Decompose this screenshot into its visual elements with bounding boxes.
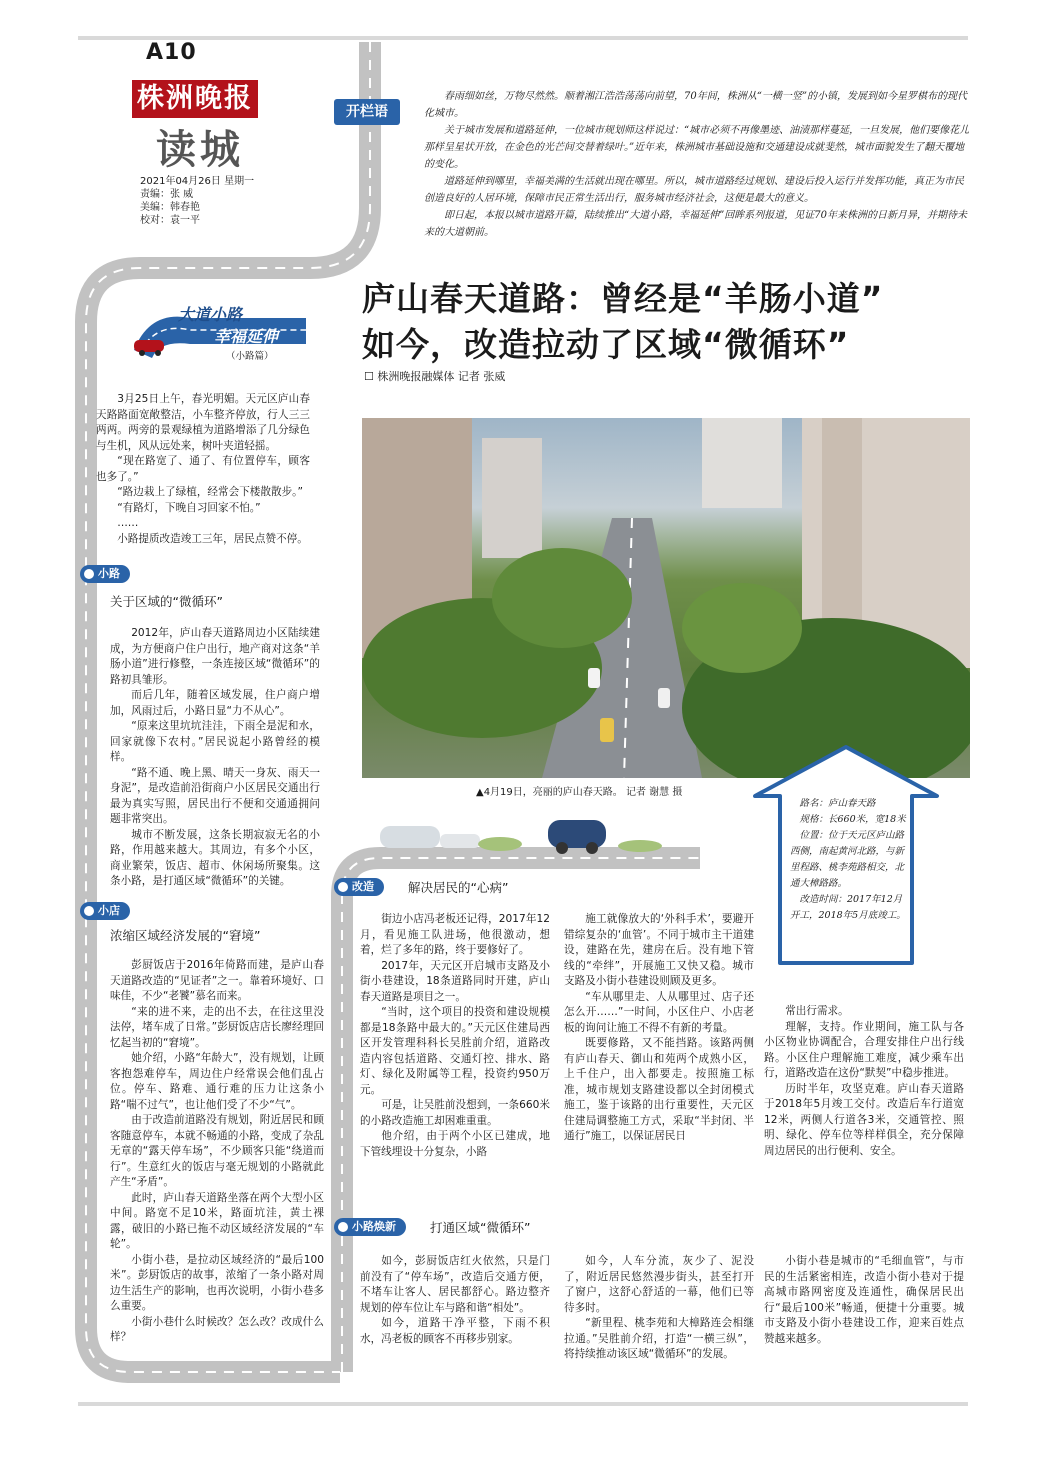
section3-paragraph: “车从哪里走、人从哪里过、店子还怎么开……”一时间，小区住户、小店老板的询问让施工不得不有新的考量。 [564,990,754,1034]
badge-sub: （小路篇） [226,351,274,362]
badge-line1: 大道小路 [178,305,243,324]
section1-paragraph: “原来这里坑坑洼洼，下雨全是泥和水，回家就像下农村。”居民说起小路曾经的模样。 [110,720,320,763]
headline-line1: 庐山春天道路：曾经是“羊肠小道” [362,279,884,318]
lead-paragraph: 小路提质改造竣工三年，居民点赞不停。 [117,532,308,545]
section3-col3 [764,1004,964,1159]
lead-paragraph: “现在路宽了、通了、有位置停车，顾客也多了。” [96,455,310,483]
section4-paragraph: “新里程、桃李苑和大樟路连会相继拉通。”吴胜前介绍，打造“一横三纵”，将持续推动该区域“微循环”的发展。 [564,1317,754,1360]
proofreader-credit: 校对：袁一平 [140,215,200,226]
lead-paragraph: “有路灯，下晚自习回家不怕。” [117,501,261,514]
section-tag-gaizao: 改造 [334,878,384,896]
section1-subtitle: 关于区域的“微循环” [110,594,223,609]
section3-paragraph: 既要修路，又不能挡路。该路两侧有庐山春天、御山和苑两个成熟小区，上千住户，出入都要走。按照施工标准，城市规划支路建设都以全封闭模式施工，鉴于该路的出行重要性，天元区住建局调整施工方式，采取“半封闭、半通行”施工，以保证居民日 [564,1037,754,1142]
section3-paragraph: 2017年，天元区开启城市支路及小街小巷建设，18条道路同时开建，庐山春天道路是项目之一。 [360,959,550,1003]
intro-paragraph: 关于城市发展和道路延伸，一位城市规划师这样说过：“城市必须不再像墨迹、油渍那样蔓延，一旦发展，他们要像花儿那样呈星状开放，在金色的光芒间交替着绿叶。”近年来，株洲城市基础设施和交通建设成就斐然，城市面貌发生了翻天覆地的变化。 [424,125,970,170]
lead-paragraph: “路边栽上了绿植，经常会下楼散散步。” [117,486,303,498]
section2-subtitle: 浓缩区域经济发展的“窘境” [110,928,261,943]
headline-line2: 如今，改造拉动了区域“微循环” [362,325,850,364]
section4-paragraph: 如今，道路干净平整，下雨不积水，冯老板的顾客不再移步别家。 [360,1317,550,1345]
fact-line: 路名：庐山春天路 [799,798,876,809]
headline [362,276,974,368]
section3-col1 [360,912,550,1160]
section4-subtitle: 打通区域“微循环” [430,1220,531,1235]
designer-credit: 美编：韩春艳 [140,202,200,213]
section4-paragraph: 如今，彭厨饭店红火依然，只是门前没有了“停车场”，改造后交通方便，不堵车让客人、居民都舒心。路边整齐规划的停车位让车与路和谐“相处”。 [360,1255,550,1314]
section-tag-xiaolu: 小路 [80,565,130,583]
section2-paragraph: 她介绍，小路“年龄大”，没有规划，让顾客抱怨难停车，周边住户经常误会他们乱占位。停车、路难、通行难的压力让这条小路“喘不过气”，也让他们受了不少“气”。 [110,1052,324,1111]
section2-paragraph: 彭厨饭店于2016年倚路而建，是庐山春天道路改造的“见证者”之一。靠着环境好、口味佳，不少“老饕”慕名而来。 [110,959,324,1002]
section3-paragraph: 可是，让吴胜前没想到，一条660米的小路改造施工却困难重重。 [360,1099,550,1127]
badge-line2: 幸福延伸 [214,327,279,346]
edition-meta [140,175,254,227]
section2-paragraph: 此时，庐山春天道路坐落在两个大型小区中间。路宽不足10米，路面坑洼，黄土裸露，破旧的小路已拖不动区域经济发展的“车轮”。 [110,1191,324,1250]
section-title: 读城 [156,126,244,173]
section2-paragraph: 由于改造前道路没有规划，附近居民和顾客随意停车，本就不畅通的小路，变成了杂乱无章的“露天停车场”，不少顾客只能“绕道而行”。生意红火的饭店与毫无规划的小路就此产生“矛盾”。 [110,1114,324,1188]
series-badge [130,300,310,362]
section4-col3 [764,1254,964,1347]
section1-paragraph: 城市不断发展，这条长期寂寂无名的小路，作用越来越大。其周边，有多个小区，商业繁荣，饭店、超市、休闲场所聚集。这条小路，是打通区域“微循环”的关键。 [110,828,320,887]
section3-paragraph: 施工就像放大的‘外科手术’，要避开错综复杂的‘血管’。不同于城市主干道建设，建路在先，建房在后。没有地下管线的“牵绊”，开展施工又快又稳。城市支路及小街小巷建设则顾及更多。 [564,913,754,987]
section2-paragraph: “来的进不来，走的出不去，在往这里没法停，堵车成了日常。”彭厨饭店店长廖经理回忆起当初的“窘境”。 [110,1005,324,1049]
section2-paragraph: 小街小巷什么时候改？怎么改？改成什么样？ [110,1315,324,1343]
section1-paragraph: 2012年，庐山春天道路周边小区陆续建成，为方便商户住户出行，地产商对这条“羊肠小道”进行修整，一条连接区域“微循环”的路初具雏形。 [110,627,320,686]
fact-box [790,796,910,924]
editor-credit: 责编：张 威 [140,189,194,200]
open-column-label: 开栏语 [334,99,400,125]
section3-paragraph: 他介绍，由于两个小区已建成，地下管线埋设十分复杂，小路 [360,1130,550,1158]
section3-col2 [564,912,754,1145]
page-number: A10 [146,40,197,65]
section1-paragraph: 而后几年，随着区域发展，住户商户增加，风雨过后，小路日显“力不从心”。 [110,689,320,717]
intro-paragraph: 道路延伸到哪里，幸福美满的生活就出现在哪里。所以，城市道路经过规划、建设后投入运行并发挥功能，真正为市民创造良好的人居环境，保障市民正常生活出行，服务城市经济社会，这便是最大的意义。 [424,176,964,204]
fact-line: 位置：位于天元区庐山路西侧，南起黄河北路，与新里程路、桃李苑路相交，北通大樟路路。 [790,830,905,889]
section3-paragraph: 理解，支持。作业期间，施工队与各小区物业协调配合，合理安排住户出行线路。小区住户理解施工难度，减少乘车出行，道路改造在这份“默契”中稳步推进。 [764,1020,964,1079]
newspaper-logo: 株洲晚报 [132,80,258,118]
section2-text [110,958,324,1346]
section4-paragraph: 如今，人车分流，灰少了、泥没了，附近居民悠然漫步街头，甚至打开了窗户，这舒心舒适的一幕，他们已等待多时。 [564,1255,754,1314]
street-photo [362,418,970,778]
section1-text [110,626,320,890]
photo-caption: ▲4月19日，亮丽的庐山春天路。 记者 谢慧 摄 [476,787,683,798]
intro-paragraph: 即日起，本报以城市道路开篇，陆续推出“大道小路，幸福延伸”回眸系列报道，见证70年来株洲的日新月异，并期待未来的大道朝前。 [424,210,967,238]
section2-paragraph: 小街小巷，是拉动区域经济的“最后100米”。彭厨饭店的故事，浓缩了一条小路对周边生活生产的影响，也再次说明，小街小巷多么重要。 [110,1253,324,1312]
section4-col1 [360,1254,550,1347]
fact-line: 改造时间：2017年12月开工，2018年5月底竣工。 [790,894,906,921]
section1-paragraph: “路不通、晚上黑、晴天一身灰、雨天一身泥”，是改造前沿街商户小区居民交通出行最为真实写照，居民出行不便和交通通拥问题非常突出。 [110,766,320,825]
section-tag-xiaoluhuanxin: 小路焕新 [334,1218,406,1236]
lead-paragraph: 3月25日上午，春光明媚。天元区庐山春天路路面宽敞整洁，小车整齐停放，行人三三两两。两旁的景观绿植为道路增添了几分绿色与生机，风从远处来，树叶夹道轻摇。 [96,393,310,452]
fact-line: 规格：长660米，宽18米 [799,814,906,825]
lead-paragraph: …… [117,517,139,529]
byline: ☐ 株洲晚报融媒体 记者 张威 [364,370,506,383]
open-column-text [424,88,972,241]
section3-paragraph: 历时半年，攻坚克难。庐山春天道路于2018年5月竣工交付。改造后车行道宽12米，两侧人行道各3米，交通管控、照明、绿化、停车位等样样俱全，充分保障周边居民的出行便利、安全。 [764,1082,964,1157]
section-tag-xiaodian: 小店 [80,902,130,920]
section3-paragraph: 街边小店冯老板还记得，2017年12月，看见施工队进场，他很激动，想着，烂了多年的路，终于要修好了。 [360,913,550,956]
section3-paragraph: “当时，这个项目的投资和建设规模都是18条路中最大的。”天元区住建局西区开发管理科科长吴胜前介绍，道路改造内容包括道路、交通灯控、排水、路灯、绿化及附属等工程，投资约950万元。 [360,1006,550,1096]
section4-paragraph: 小街小巷是城市的“毛细血管”，与市民的生活紧密相连，改造小街小巷对于提高城市路网密度及连通性，确保居民出行“最后100米”畅通，便捷十分重要。城市支路及小街小巷建设工作，迎来百姓点赞越来越多。 [764,1255,964,1345]
section4-col2 [564,1254,754,1363]
lead-text [96,392,310,547]
intro-paragraph: 春雨细如丝，万物尽然然。顺着湘江浩浩荡荡向前望，70年间，株洲从“一横一竖”的小镇，发展到如今星罗棋布的现代化城市。 [424,91,967,119]
section3-subtitle: 解决居民的“心病” [408,880,509,895]
issue-date: 2021年04月26日 星期一 [140,176,255,187]
street-photo-illustration [362,418,970,778]
section3-paragraph: 常出行需求。 [785,1005,849,1017]
